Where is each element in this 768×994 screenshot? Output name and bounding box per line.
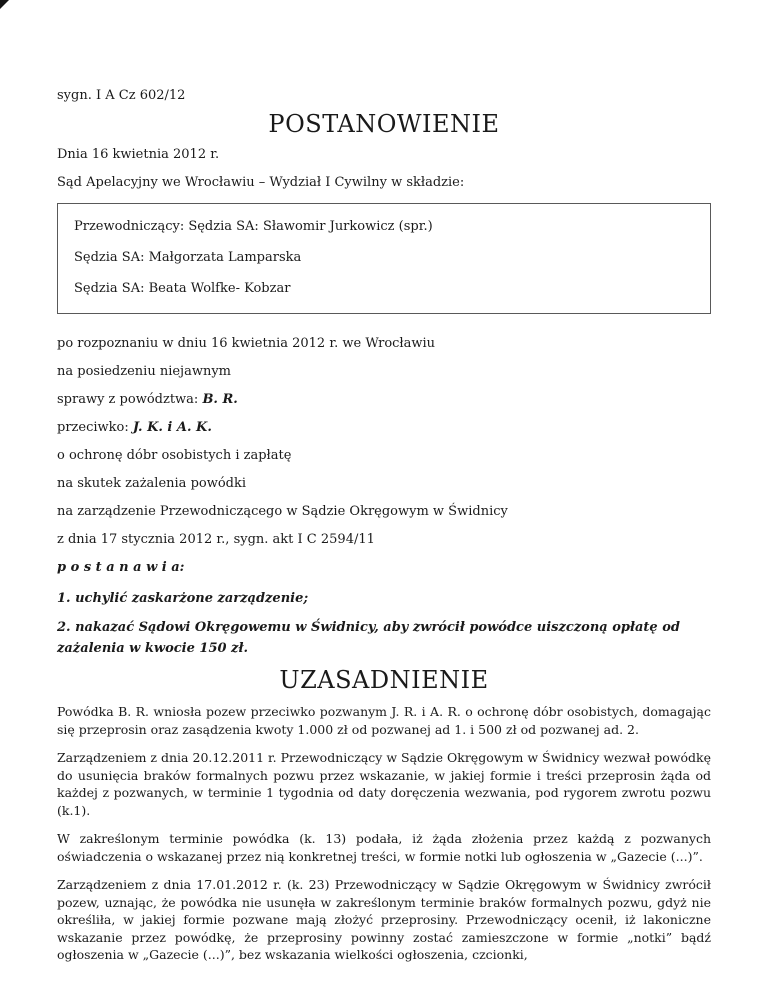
justification-paragraph: Powódka B. R. wniosła pozew przeciwko pozwanym J. R. i A. R. o ochronę dóbr osobistych, domagając się przeprosin oraz zasądzenia kwoty 1.000 zł od pozwanej ad 1. i 500 zł od pozwanej ad. 2. — [57, 704, 711, 737]
justification-paragraph: W zakreślonym terminie powódka (k. 13) podała, iż żąda złożenia przez każdą z pozwanych oświadczenia o wskazanej przez nią konkretnej treści, w formie notki lub ogłoszenia w „Gazecie (...)”. — [57, 831, 711, 864]
case-subject-line: o ochronę dóbr osobistych i zapłatę — [57, 448, 292, 463]
defendant-prefix: przeciwko: — [57, 420, 133, 435]
appeal-origin-line: na skutek zażalenia powódki — [57, 476, 247, 491]
plaintiff-line — [57, 392, 711, 407]
document-title: POSTANOWIENIE — [268, 110, 500, 138]
ruling-item: 2. nakazać Sądowi Okręgowemu w Świdnicy, aby zwrócił powódce uiszczoną opłatę od zażalenia w kwocie 150 zł. — [57, 620, 680, 656]
court-composition-line: Sąd Apelacyjny we Wrocławiu – Wydział I Cywilny w składzie: — [57, 175, 465, 190]
case-signature: sygn. I A Cz 602/12 — [57, 88, 186, 103]
appealed-order-line: na zarządzenie Przewodniczącego w Sądzie Okręgowym w Świdnicy — [57, 504, 508, 519]
justification-paragraph: Zarządzeniem z dnia 17.01.2012 r. (k. 23) Przewodniczący w Sądzie Okręgowym w Świdnicy zwrócił pozew, uznając, że powódka nie usunęła w zakreślonym terminie braków formalnych pozwu, gdyż nie określiła, w jakiej formie pozwane mają złożyć przeprosiny. Przewodniczący ocenił, iż lakoniczne wskazanie przez powódkę, że przeprosiny powinny zostać zamieszczone w formie „notki” bądź ogłoszenia w „Gazecie (...)”, bez wskazania wielkości ogłoszenia, czcionki, — [57, 877, 711, 962]
session-type-line: na posiedzeniu niejawnym — [57, 364, 232, 379]
date-line: Dnia 16 kwietnia 2012 r. — [57, 147, 220, 162]
judge-line: Sędzia SA: Małgorzata Lamparska — [74, 250, 302, 265]
ruling-item: 1. uchylić zaskarżone zarządzenie; — [57, 591, 309, 606]
hearing-date-line: po rozpoznaniu w dniu 16 kwietnia 2012 r. we Wrocławiu — [57, 336, 436, 351]
justification-paragraph: Zarządzeniem z dnia 20.12.2011 r. Przewodniczący w Sądzie Okręgowym w Świdnicy wezwał powódkę do usunięcia braków formalnych pozwu przez wskazanie, w jakiej formie i treści przeprosin żąda od każdej z pozwanych, w terminie 1 tygodnia od daty doręczenia wezwania, pod rygorem zwrotu pozwu (k.1). — [57, 750, 711, 818]
plaintiff-prefix: sprawy z powództwa: — [57, 392, 203, 407]
defendant-name: J. K. i A. K. — [132, 420, 212, 435]
ruling-heading: p o s t a n a w i a: — [57, 560, 185, 575]
justification-heading: UZASADNIENIE — [279, 666, 489, 694]
presiding-judge-line: Przewodniczący: Sędzia SA: Sławomir Jurkowicz (spr.) — [74, 219, 433, 234]
page-corner-artifact — [0, 0, 9, 9]
defendant-line — [57, 420, 711, 435]
plaintiff-name: B. R. — [202, 392, 238, 407]
appealed-order-date-line: z dnia 17 stycznia 2012 r., sygn. akt I C 2594/11 — [57, 532, 375, 547]
judge-line: Sędzia SA: Beata Wolfke- Kobzar — [74, 281, 291, 296]
judges-panel-box — [57, 203, 711, 314]
